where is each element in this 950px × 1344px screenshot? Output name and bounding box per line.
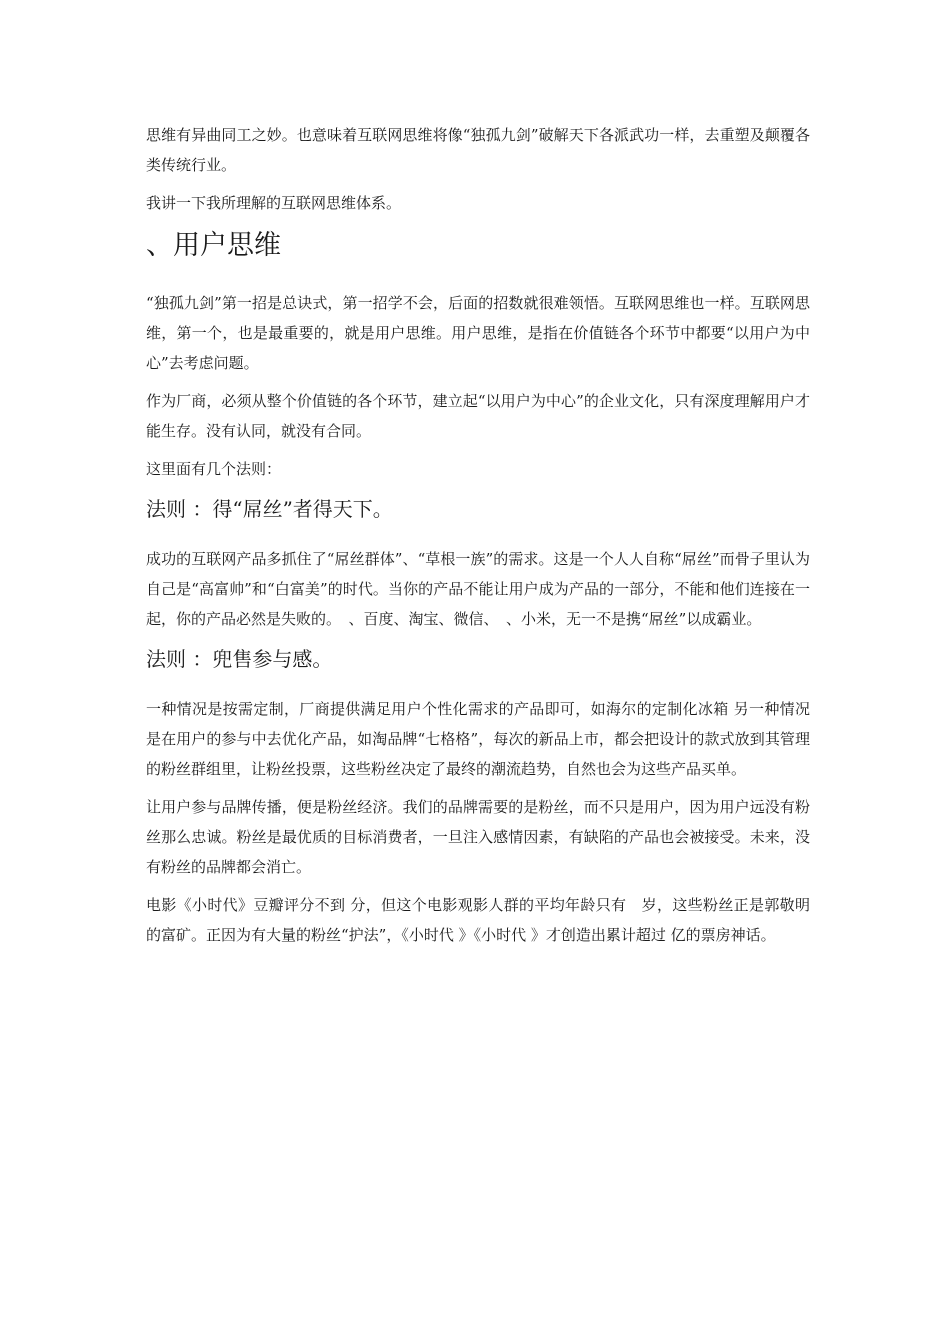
section1-paragraph-2: 作为厂商，必须从整个价值链的各个环节，建立起“以用户为中心”的企业文化，只有深度理解用户才能生存。没有认同，就没有合同。 <box>146 392 810 440</box>
section-heading-user-thinking: 、用户思维 <box>146 230 281 261</box>
intro-paragraph-2: 我讲一下我所理解的互联网思维体系。 <box>146 194 402 212</box>
rule2-heading: 法则 ：兜售参与感。 <box>146 647 333 671</box>
rule2-paragraph-3: 电影《小时代》豆瓣评分不到 分，但这个电影观影人群的平均年龄只有 岁，这些粉丝正是郭敬明的富矿。正因为有大量的粉丝“护法”，《小时代 》《小时代 》才创造出累计超过 亿的票房神话。 <box>146 896 810 944</box>
document-page <box>146 120 810 958</box>
intro-paragraph-1: 思维有异曲同工之妙。也意味着互联网思维将像“独孤九剑”破解天下各派武功一样，去重塑及颠覆各类传统行业。 <box>146 126 810 174</box>
rule2-paragraph-2: 让用户参与品牌传播，便是粉丝经济。我们的品牌需要的是粉丝，而不只是用户，因为用户远没有粉丝那么忠诚。粉丝是最优质的目标消费者，一旦注入感情因素，有缺陷的产品也会被接受。未来，没有粉丝的品牌都会消亡。 <box>146 798 810 876</box>
section1-paragraph-1: “独孤九剑”第一招是总诀式，第一招学不会，后面的招数就很难领悟。互联网思维也一样。互联网思维，第一个，也是最重要的，就是用户思维。用户思维，是指在价值链各个环节中都要“以用户为中心”去考虑问题。 <box>146 294 810 372</box>
rule1-paragraph-1: 成功的互联网产品多抓住了“屌丝群体”、“草根一族”的需求。这是一个人人自称“屌丝”而骨子里认为自己是“高富帅”和“白富美”的时代。当你的产品不能让用户成为产品的一部分，不能和他们连接在一起，你的产品必然是失败的。 、百度、淘宝、微信、 、小米，无一不是携“屌丝”以成霸业。 <box>146 550 810 628</box>
rule1-heading: 法则 ：得“屌丝”者得天下。 <box>146 497 393 521</box>
rule2-paragraph-1: 一种情况是按需定制，厂商提供满足用户个性化需求的产品即可，如海尔的定制化冰箱 另一种情况是在用户的参与中去优化产品，如淘品牌“七格格”，每次的新品上市，都会把设计的款式放到其管理的粉丝群组里，让粉丝投票，这些粉丝决定了最终的潮流趋势，自然也会为这些产品买单。 <box>146 700 810 778</box>
section1-paragraph-3: 这里面有几个法则： <box>146 460 282 478</box>
